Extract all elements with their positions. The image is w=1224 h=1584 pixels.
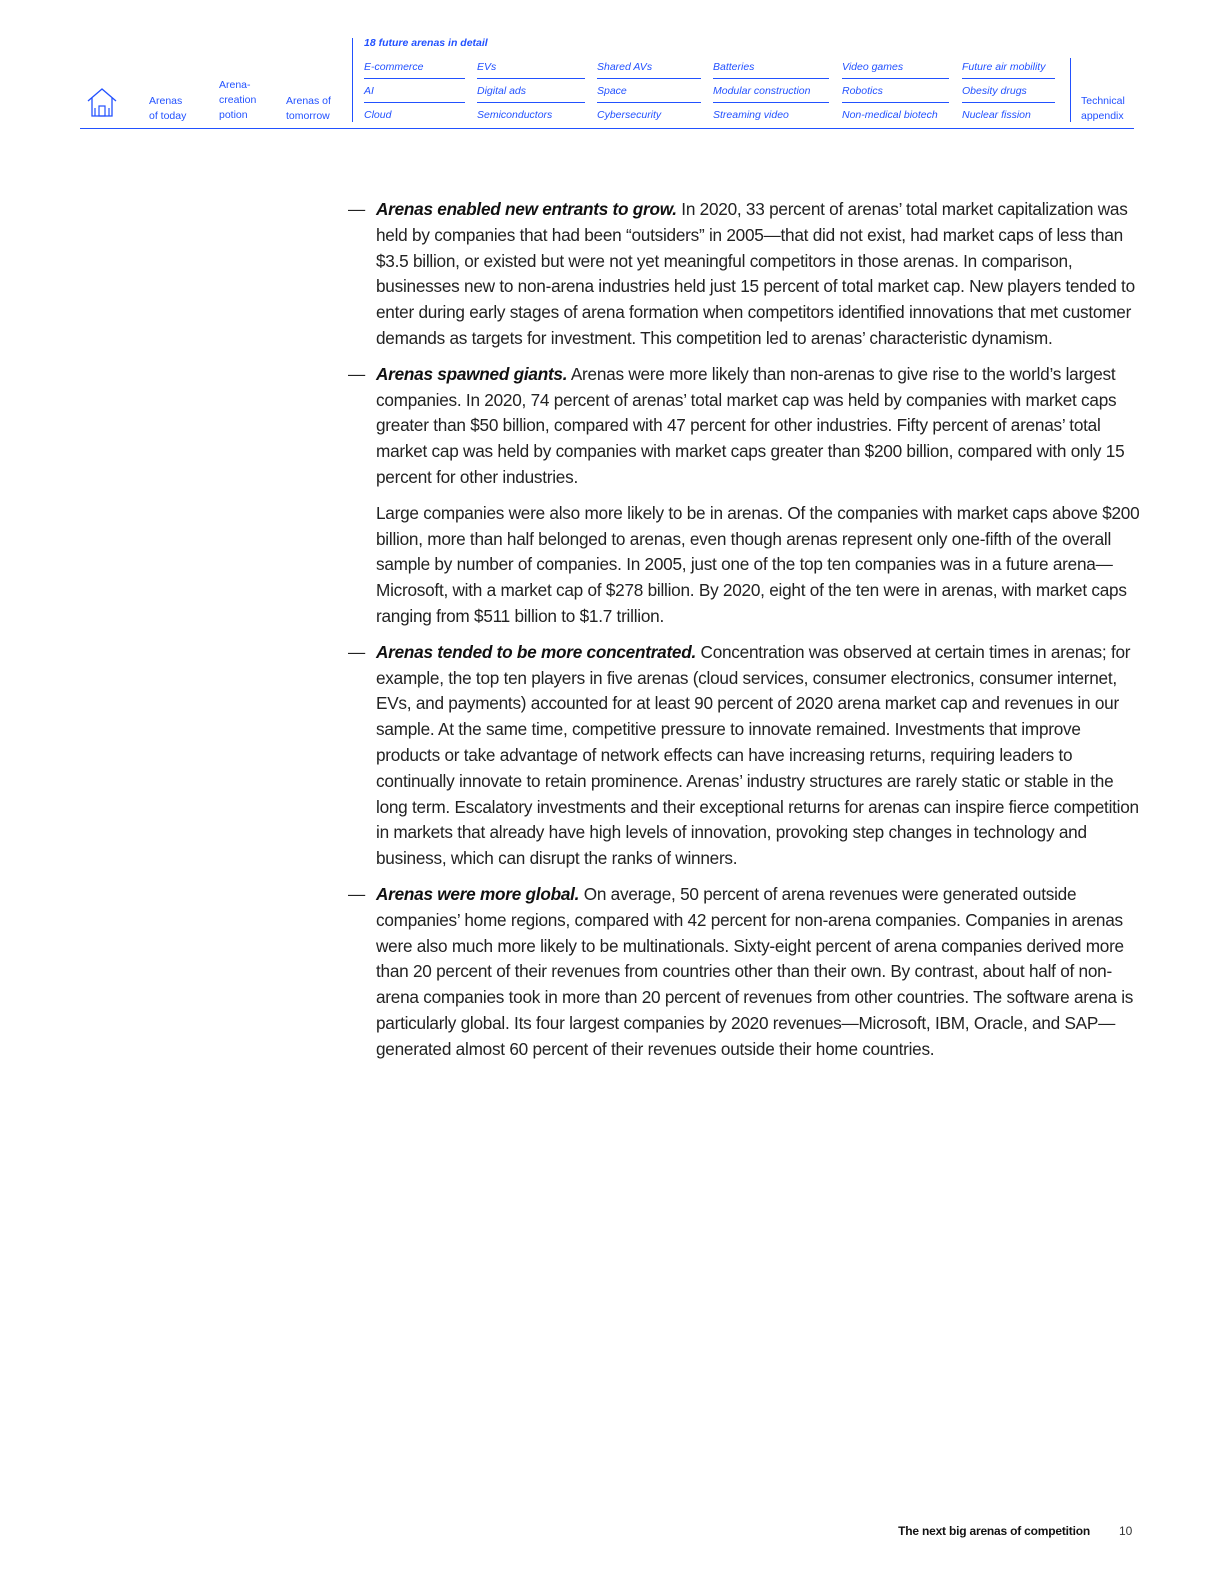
- nav-label: creation: [219, 94, 257, 106]
- divider: [713, 78, 829, 79]
- bullet-text: [376, 362, 1146, 491]
- body-paragraph: Large companies were also more likely to be in arenas. Of the companies with market caps above $200 billion, more than half belonged to arenas, even though arenas represent only one-fifth of the overall sample by number of companies. In 2005, just one of the top ten companies was in a future arena—Microsoft, with a market cap of $278 billion. By 2020, eight of the ten were in arenas, with market caps ranging from $511 billion to $1.7 trillion.: [376, 502, 1140, 626]
- nav-label: Arenas: [149, 95, 183, 107]
- bullet-body: In 2020, 33 percent of arenas’ total market capitalization was held by companies that had been “outsiders” in 2005—that did not exist, had market caps of less than $3.5 billion, or existed but were not yet meaningful competitors in those arenas. In comparison, businesses new to non-arena industries held just 15 percent of total market cap. New players tended to enter during early stages of arena formation when competitors identified innovations that met customer demands as targets for investment. This competition led to arenas’ characteristic dynamism.: [376, 199, 1135, 348]
- bullet-text: [376, 197, 1146, 352]
- bullet-dash: —: [348, 641, 366, 662]
- bullet-text: [376, 640, 1146, 872]
- divider: [962, 78, 1055, 79]
- bullet-body: Concentration was observed at certain times in arenas; for example, the top ten players in five arenas (cloud services, consumer electronics, consumer internet, EVs, and payments) accounted for at least 90 percent of 2020 arena market cap and revenues in our sample. At the same time, competitive pressure to innovate remained. Investments that improve products or take advantage of network effects can have increasing returns, requiring leaders to continually innovate to retain prominence. Arenas’ industry structures are rarely static or stable in the long term. Escalatory investments and their exceptional returns for arenas can inspire fierce competition in markets that already have high levels of innovation, provoking step changes in technology and business, which can disrupt the ranks of winners.: [376, 641, 1139, 869]
- nav-label: tomorrow: [286, 110, 330, 122]
- arena-link-digital-ads[interactable]: Digital ads: [477, 85, 527, 97]
- divider: [477, 78, 585, 79]
- bullet-item: [348, 362, 1146, 491]
- arena-link-robotics[interactable]: Robotics: [842, 85, 883, 97]
- nav-label: of today: [149, 110, 187, 122]
- bullet-lead: Arenas spawned giants.: [376, 363, 568, 384]
- arena-link-batteries[interactable]: Batteries: [713, 61, 755, 73]
- home-icon: [86, 86, 118, 118]
- bullet-dash: —: [348, 199, 366, 219]
- divider: [962, 102, 1055, 103]
- divider: [842, 102, 949, 103]
- nav-bottom-rule: [80, 128, 1134, 129]
- page-number: 10: [1119, 1524, 1133, 1538]
- arena-link-cloud[interactable]: Cloud: [364, 109, 392, 121]
- bullet-dash: —: [348, 883, 366, 904]
- home-button[interactable]: [86, 86, 118, 118]
- bullet-item: [348, 882, 1146, 1063]
- bullet-lead: Arenas enabled new entrants to grow.: [376, 199, 677, 219]
- nav-arena-creation-potion[interactable]: [219, 78, 256, 123]
- arena-link-shared-avs[interactable]: Shared AVs: [597, 61, 653, 73]
- nav-arenas-of-tomorrow[interactable]: [286, 94, 331, 124]
- bullet-body: Arenas were more likely than non-arenas to give rise to the world’s largest companies. In 2020, 74 percent of arenas’ total market cap was held by companies with market caps greater than $50 billion, compared with 47 percent for other industries. Fifty percent of arenas’ total market cap was held by companies with market caps greater than $200 billion, compared with only 15 percent for other industries.: [376, 363, 1125, 487]
- arena-link-future-air-mobility[interactable]: Future air mobility: [962, 61, 1046, 73]
- arena-link-semiconductors[interactable]: Semiconductors: [477, 109, 553, 121]
- arena-link-e-commerce[interactable]: E-commerce: [364, 61, 424, 73]
- nav-technical-appendix[interactable]: [1081, 94, 1125, 124]
- bullet-lead: Arenas were more global.: [376, 883, 580, 904]
- arena-link-nuclear-fission[interactable]: Nuclear fission: [962, 109, 1031, 121]
- divider: [364, 102, 465, 103]
- nav-label: Technical: [1081, 95, 1125, 107]
- nav-label: Arena-: [219, 79, 251, 91]
- nav-divider: [352, 38, 353, 122]
- divider: [364, 78, 465, 79]
- bullet-lead: Arenas tended to be more concentrated.: [376, 641, 696, 662]
- divider: [597, 78, 701, 79]
- divider: [597, 102, 701, 103]
- page-footer: [0, 1524, 1224, 1540]
- nav-divider: [1070, 58, 1071, 122]
- nav-label: potion: [219, 109, 248, 121]
- nav-label: Arenas of: [286, 95, 331, 107]
- bullet-text: [376, 882, 1146, 1063]
- divider: [713, 102, 829, 103]
- arena-link-obesity-drugs[interactable]: Obesity drugs: [962, 85, 1027, 97]
- bullet-item: [348, 640, 1146, 872]
- arena-link-non-medical-biotech[interactable]: Non-medical biotech: [842, 109, 938, 121]
- arena-link-modular-construction[interactable]: Modular construction: [713, 85, 811, 97]
- bullet-body: On average, 50 percent of arena revenues were generated outside companies’ home regions, compared with 42 percent for non-arena companies. Companies in arenas were also much more likely to be multinationals. Sixty-eight percent of arena companies derived more than 20 percent of their revenues from countries other than their own. By contrast, about half of non-arena companies took in more than 20 percent of revenues from other countries. The software arena is particularly global. Its four largest companies by 2020 revenues—Microsoft, IBM, Oracle, and SAP—generated almost 60 percent of their revenues outside their home countries.: [376, 883, 1134, 1059]
- footer-report-title: The next big arenas of competition: [898, 1524, 1090, 1538]
- nav-arenas-of-today[interactable]: [149, 94, 186, 124]
- divider: [477, 102, 585, 103]
- nav-label: appendix: [1081, 110, 1124, 122]
- body-content: [348, 197, 1146, 1073]
- bullet-dash: —: [348, 363, 366, 384]
- arena-link-cybersecurity[interactable]: Cybersecurity: [597, 109, 662, 121]
- divider: [842, 78, 949, 79]
- arenas-detail-title: 18 future arenas in detail: [364, 37, 488, 49]
- arena-link-streaming-video[interactable]: Streaming video: [713, 109, 789, 121]
- bullet-item: [348, 197, 1146, 352]
- arena-link-video-games[interactable]: Video games: [842, 61, 904, 73]
- arena-link-evs[interactable]: EVs: [477, 61, 497, 73]
- arena-link-space[interactable]: Space: [597, 85, 627, 97]
- arena-link-ai[interactable]: AI: [364, 85, 374, 97]
